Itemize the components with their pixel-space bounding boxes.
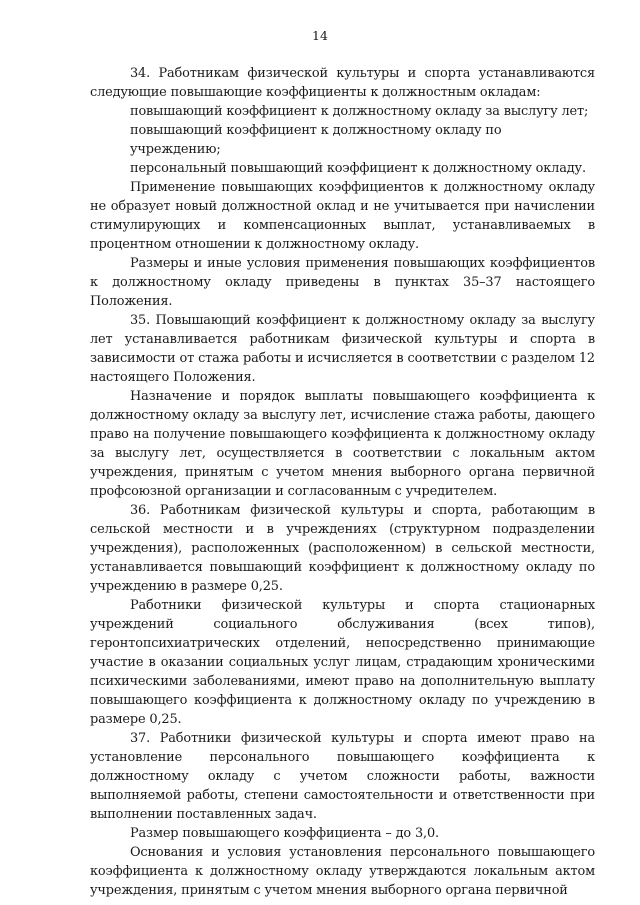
list-item-personal-coefficient: персональный повышающий коэффициент к должностному окладу.	[130, 161, 586, 176]
paragraph-37-grounds: Основания и условия установления персонального повышающего коэффициента к должностному окладу утверждаются локальным актом учреждения, принятым с учетом мнения выборного органа первичной	[90, 845, 595, 898]
document-body	[90, 64, 595, 900]
paragraph-34-intro: 34. Работникам физической культуры и спорта устанавливаются следующие повышающие коэффициенты к должностным окладам:	[90, 66, 595, 100]
paragraph-sizes-reference: Размеры и иные условия применения повышающих коэффициентов к должностному окладу приведены в пунктах 35–37 настоящего Положения.	[90, 256, 595, 309]
paragraph-35-procedure: Назначение и порядок выплаты повышающего коэффициента к должностному окладу за выслугу лет, исчисление стажа работы, дающего право на получение повышающего коэффициента к должностному окладу за выслугу лет, осуществляется в соответствии с локальным актом учреждения, принятым с учетом мнения выборного органа первичной профсоюзной организации и согласованным с учредителем.	[90, 389, 595, 499]
paragraph-37-size: Размер повышающего коэффициента – до 3,0.	[130, 826, 439, 841]
paragraph-35: 35. Повышающий коэффициент к должностному окладу за выслугу лет устанавливается работникам физической культуры и спорта в зависимости от стажа работы и исчисляется в соответствии с разделом 12 настоящего Положения.	[90, 313, 595, 385]
list-item-seniority-coefficient: повышающий коэффициент к должностному окладу за выслугу лет;	[130, 104, 589, 119]
paragraph-36: 36. Работникам физической культуры и спорта, работающим в сельской местности и в учреждениях (структурном подразделении учреждения), расположенных (расположенном) в сельской местности, устанавливается повышающий коэффициент к должностному окладу по учреждению в размере 0,25.	[90, 503, 595, 594]
page-number: 14	[312, 28, 328, 43]
paragraph-36-social: Работники физической культуры и спорта стационарных учреждений социального обслуживания (всех типов), геронтопсихиатрических отделений, непосредственно принимающие участие в оказании социальных услуг лицам, страдающим хроническими психическими заболеваниями, имеют право на дополнительную выплату повышающего коэффициента к должностному окладу по учреждению в размере 0,25.	[90, 598, 595, 727]
paragraph-37: 37. Работники физической культуры и спорта имеют право на установление персонального повышающего коэффициента к должностному окладу с учетом сложности работы, важности выполняемой работы, степени самостоятельности и ответственности при выполнении поставленных задач.	[90, 731, 595, 822]
paragraph-application-rules: Применение повышающих коэффициентов к должностному окладу не образует новый должностной оклад и не учитывается при начислении стимулирующих и компенсационных выплат, устанавливаемых в процентном отношении к должностному окладу.	[90, 180, 595, 252]
list-item-institution-coefficient: повышающий коэффициент к должностному окладу по учреждению;	[130, 123, 502, 157]
